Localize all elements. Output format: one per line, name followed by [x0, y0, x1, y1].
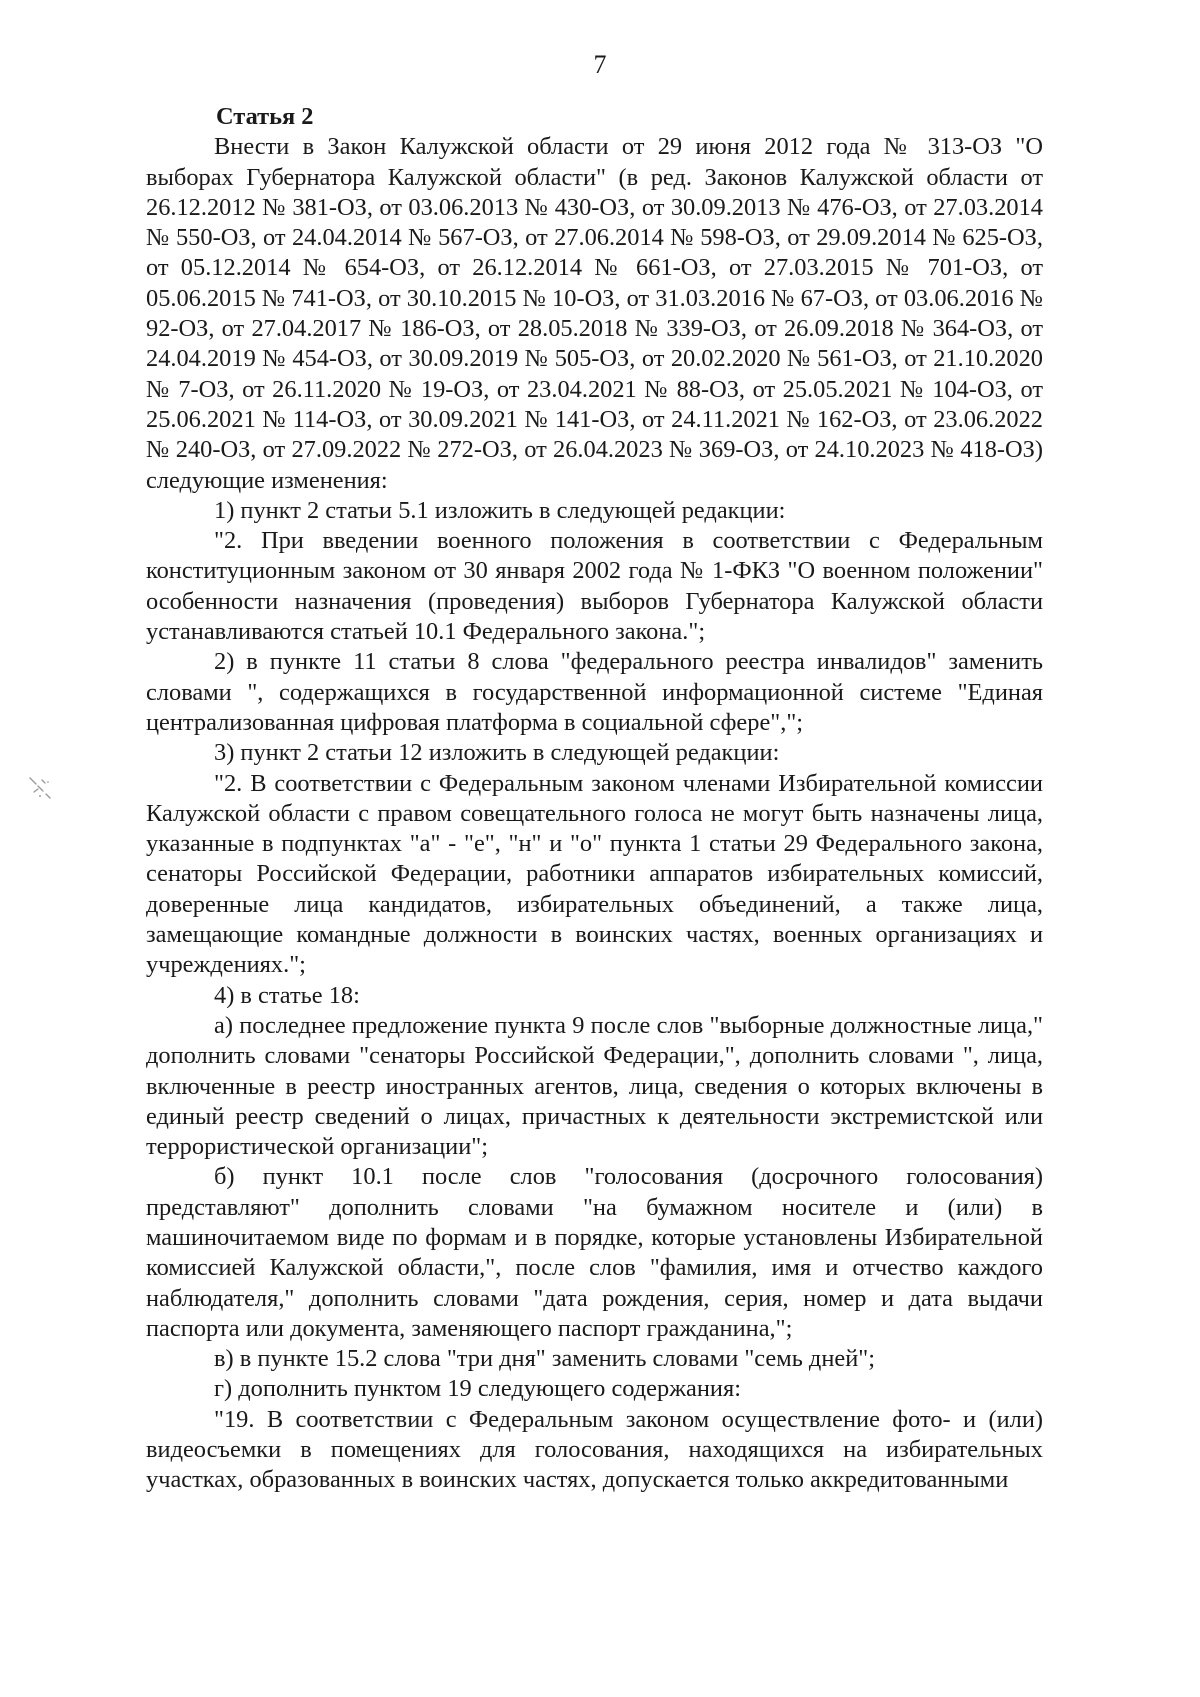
page-number: 7 [593, 50, 607, 79]
amendment-item-4: 4) в статье 18: [214, 981, 360, 1009]
amendment-item-2: 2) в пункте 11 статьи 8 слова "федерального реестра инвалидов" заменить словами ", содержащихся в государственной информационной системе "Единая централизованная цифровая платформа в социальной сфере","; [146, 648, 1043, 736]
amendment-item-4v: в) в пункте 15.2 слова "три дня" заменить словами "семь дней"; [214, 1345, 875, 1373]
scan-artifact-mark [26, 770, 60, 804]
amendment-item-4b: б) пункт 10.1 после слов "голосования (досрочного голосования) представляют" дополнить словами "на бумажном носителе и (или) в машиночитаемом виде по формам и в порядке, которые установлены Избирательной комиссией Калужской области,", после слов "фамилия, имя и отчество каждого наблюдателя," дополнить словами "дата рождения, серия, номер и дата выдачи паспорта или документа, заменяющего паспорт гражданина,"; [146, 1163, 1043, 1342]
article-body [146, 102, 1043, 1496]
article-heading: Статья 2 [216, 103, 314, 130]
amendment-item-1: 1) пункт 2 статьи 5.1 изложить в следующей редакции: [214, 496, 786, 524]
intro-paragraph: Внести в Закон Калужской области от 29 июня 2012 года № 313-ОЗ "О выборах Губернатора Калужской области" (в ред. Законов Калужской области от 26.12.2012 № 381-ОЗ, от 03.06.2013 № 430-ОЗ, от 30.09.2013 № 476-ОЗ, от 27.03.2014 № 550-ОЗ, от 24.04.2014 № 567-ОЗ, от 27.06.2014 № 598-ОЗ, от 29.09.2014 № 625-ОЗ, от 05.12.2014 № 654-ОЗ, от 26.12.2014 № 661-ОЗ, от 27.03.2015 № 701-ОЗ, от 05.06.2015 № 741-ОЗ, от 30.10.2015 № 10-ОЗ, от 31.03.2016 № 67-ОЗ, от 03.06.2016 № 92-ОЗ, от 27.04.2017 № 186-ОЗ, от 28.05.2018 № 339-ОЗ, от 26.09.2018 № 364-ОЗ, от 24.04.2019 № 454-ОЗ, от 30.09.2019 № 505-ОЗ, от 20.02.2020 № 561-ОЗ, от 21.10.2020 № 7-ОЗ, от 26.11.2020 № 19-ОЗ, от 23.04.2021 № 88-ОЗ, от 25.05.2021 № 104-ОЗ, от 25.06.2021 № 114-ОЗ, от 30.09.2021 № 141-ОЗ, от 24.11.2021 № 162-ОЗ, от 23.06.2022 № 240-ОЗ, от 27.09.2022 № 272-ОЗ, от 26.04.2023 № 369-ОЗ, от 24.10.2023 № 418-ОЗ) следующие изменения: [146, 133, 1043, 494]
amendment-item-1-text: "2. При введении военного положения в соответствии с Федеральным конституционным законом от 30 января 2002 года № 1-ФКЗ "О военном положении" особенности назначения (проведения) выборов Губернатора Калужской области устанавливаются статьей 10.1 Федерального закона."; [146, 527, 1043, 646]
amendment-item-4a: а) последнее предложение пункта 9 после слов "выборные должностные лица," дополнить словами "сенаторы Российской Федерации,", дополнить словами ", лица, включенные в реестр иностранных агентов, лица, сведения о которых включены в единый реестр сведений о лицах, причастных к деятельности экстремистской или террористической организации"; [146, 1011, 1043, 1161]
amendment-item-3-text: "2. В соответствии с Федеральным законом членами Избирательной комиссии Калужской области с правом совещательного голоса не могут быть назначены лица, указанные в подпунктах "а" - "е", "н" и "о" пункта 1 статьи 29 Федерального закона, сенаторы Российской Федерации, работники аппаратов избирательных комиссий, доверенные лица кандидатов, избирательных объединений, а также лица, замещающие командные должности в воинских частях, военных организациях и учреждениях."; [146, 769, 1043, 979]
amendment-item-3: 3) пункт 2 статьи 12 изложить в следующей редакции: [214, 739, 780, 767]
amendment-item-4g: г) дополнить пунктом 19 следующего содержания: [214, 1375, 741, 1403]
amendment-item-4g-text: "19. В соответствии с Федеральным законом осуществление фото- и (или) видеосъемки в помещениях для голосования, находящихся на избирательных участках, образованных в воинских частях, допускается только аккредитованными [146, 1405, 1043, 1494]
